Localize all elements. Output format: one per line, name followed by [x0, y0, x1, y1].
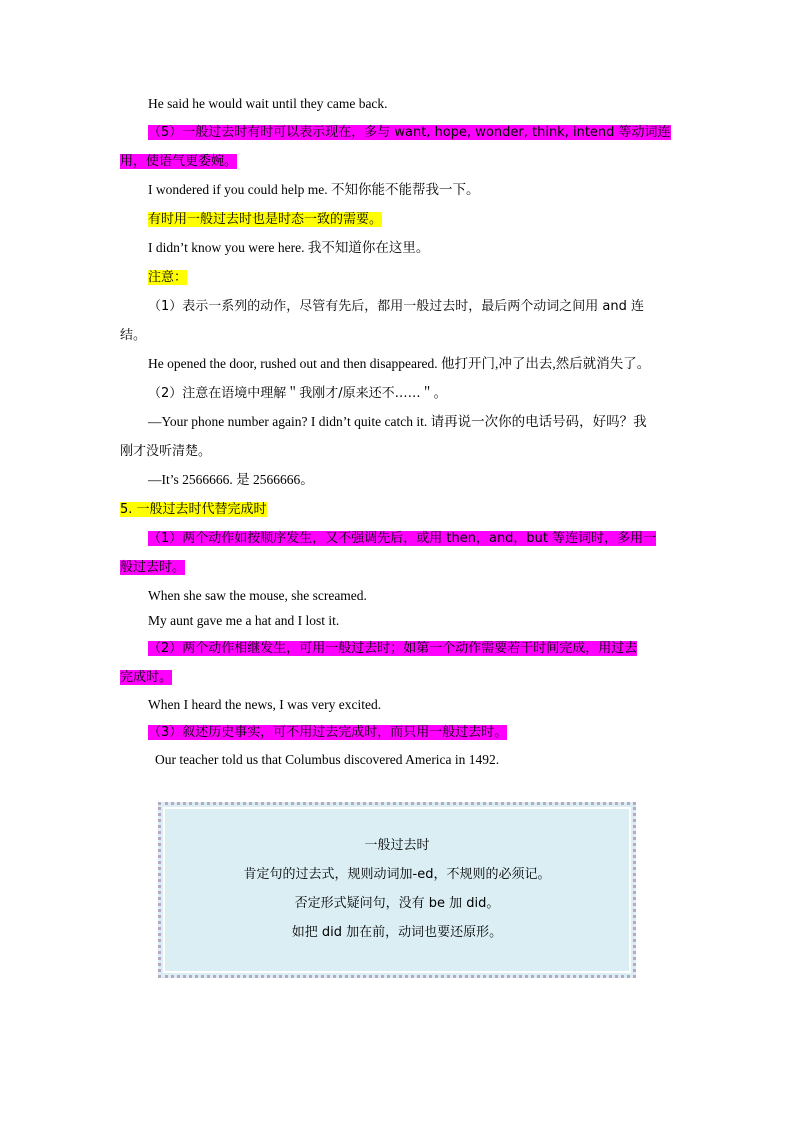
example-sentence: I wondered if you could help me. 不知你能不能帮我一下。	[148, 182, 480, 197]
rule-3	[120, 717, 674, 747]
summary-box-content	[161, 831, 633, 947]
example-sentence: He said he would wait until they came back.	[148, 96, 388, 111]
note-2: （2）注意在语境中理解＂我刚才/原来还不……＂。	[148, 386, 447, 401]
summary-title: 一般过去时	[364, 838, 430, 853]
summary-line: 肯定句的过去式，规则动词加-ed，不规则的必须记。	[243, 867, 551, 882]
rule-2-line-2	[120, 662, 674, 692]
dialogue-line-1-cont: 刚才没听清楚。	[120, 444, 212, 459]
highlighted-text: 有时用一般过去时也是时态一致的需要。	[148, 212, 383, 227]
highlighted-text: （3）叙述历史事实，可不用过去完成时，而只用一般过去时。	[148, 725, 508, 740]
note-line	[120, 204, 674, 234]
highlighted-text: （5）一般过去时有时可以表示现在，多与 want, hope, wonder, think, intend 等动词连	[148, 125, 671, 140]
example-sentence: My aunt gave me a hat and I lost it.	[148, 613, 340, 628]
highlighted-text: 注意：	[148, 270, 188, 285]
section-heading	[120, 494, 674, 524]
rule-5-line-2	[120, 146, 674, 176]
highlighted-text: （2）两个动作相继发生，可用一般过去时；如第一个动作需要若干时间完成，用过去	[148, 641, 638, 656]
highlighted-text: 完成时。	[120, 670, 173, 685]
rule-2-line-1	[120, 633, 674, 663]
example-sentence: Our teacher told us that Columbus discovered America in 1492.	[155, 752, 500, 767]
note-1-line-1: （1）表示一系列的动作，尽管有先后，都用一般过去时，最后两个动词之间用 and 连	[148, 299, 644, 314]
attention-heading	[120, 262, 674, 292]
summary-line: 如把 did 加在前，动词也要还原形。	[291, 925, 503, 940]
summary-box	[158, 802, 636, 978]
highlighted-text: 用，使语气更委婉。	[120, 154, 238, 169]
example-sentence: When I heard the news, I was very excited.	[148, 697, 382, 712]
summary-line: 否定形式疑问句，没有 be 加 did。	[294, 896, 500, 911]
rule-1-line-2	[120, 552, 674, 582]
dialogue-line-1: —Your phone number again? I didn’t quite catch it. 请再说一次你的电话号码，好吗？我	[148, 414, 647, 429]
highlighted-text: 般过去时。	[120, 560, 186, 575]
rule-1-line-1	[120, 523, 674, 553]
example-sentence: When she saw the mouse, she screamed.	[148, 588, 367, 603]
rule-5-line-1	[120, 117, 674, 147]
dialogue-line-2: —It’s 2566666. 是 2566666。	[148, 472, 314, 487]
highlighted-text: （1）两个动作如按顺序发生，又不强调先后，或用 then，and，but 等连词时，多用一	[148, 531, 657, 546]
highlighted-text: 5. 一般过去时代替完成时	[120, 502, 267, 517]
note-1-line-2: 结。	[120, 328, 147, 343]
example-sentence: I didn’t know you were here. 我不知道你在这里。	[148, 240, 430, 255]
example-sentence: He opened the door, rushed out and then disappeared. 他打开门,冲了出去,然后就消失了。	[148, 356, 651, 371]
